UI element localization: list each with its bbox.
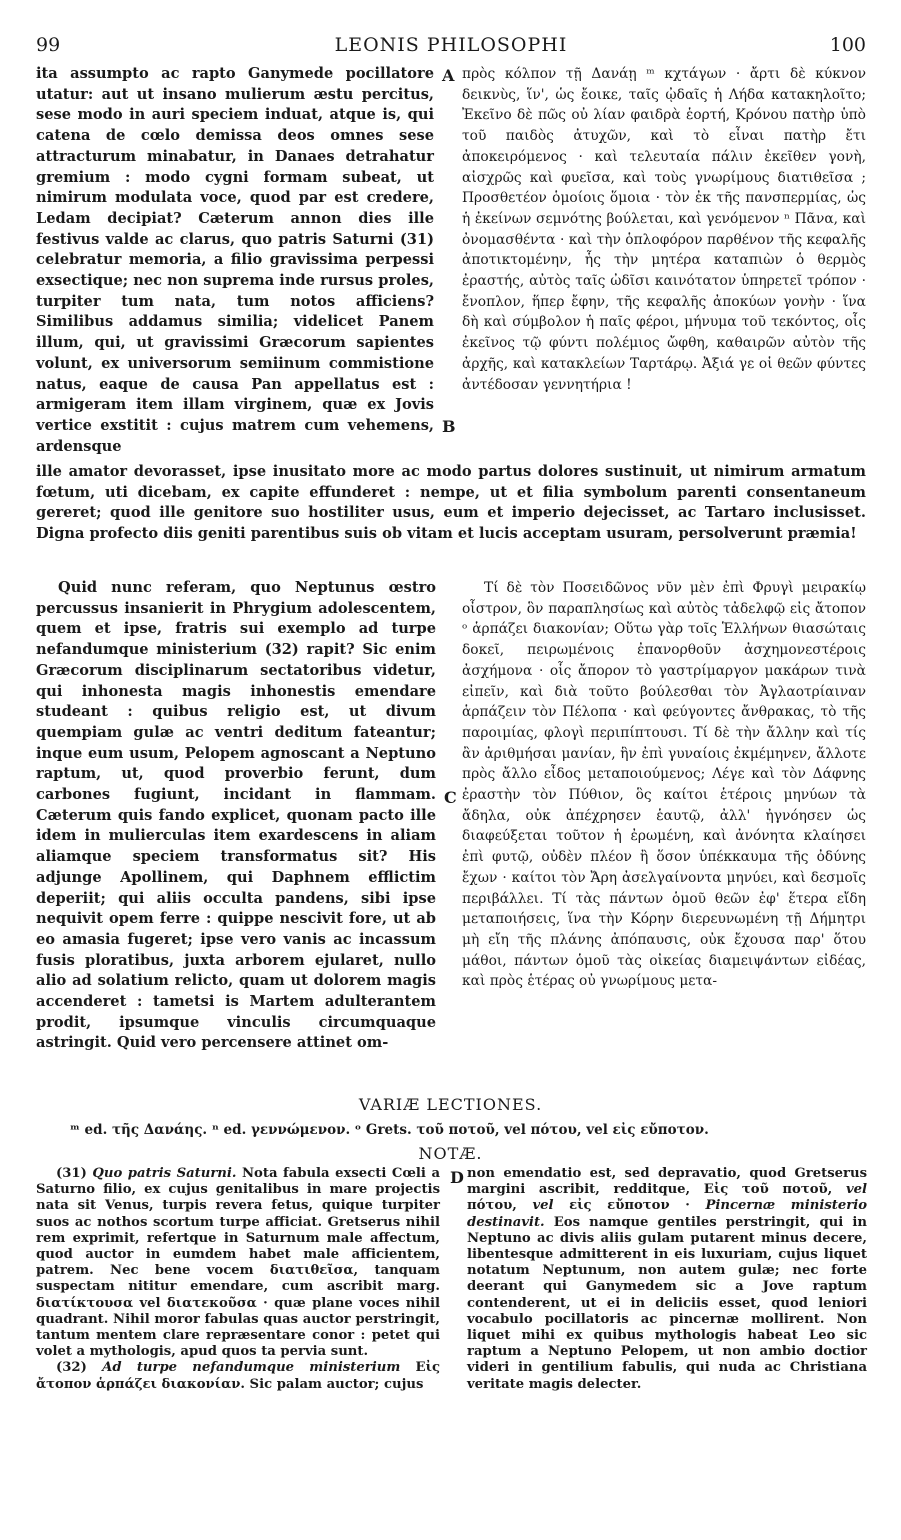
latin-column-top bbox=[36, 64, 434, 457]
margin-mark-d: D bbox=[450, 1168, 464, 1187]
full-width-text: ille amator devorasset, ipse inusitato more ac modo partus dolores sustinuit, ut nimirum armatum fœtum, uti dicebam, ex capite effunderet : nempe, ut et filia symbolum parenti consentaneum gereret; quod ille genitore suo hostiliter usus, eum et imperio dejecisset, ac Tartaro inclusisset. Digna profecto diis geniti parentibus suis ob vitam et lucis acceptam usuram, persolverunt præmia! bbox=[36, 463, 866, 543]
notae-heading: NOTÆ. bbox=[418, 1144, 483, 1163]
variae-lectiones-text: ᵐ ed. τῆς Δανάης. ⁿ ed. γεννώμενον. ᵒ Grets. τοῦ ποτοῦ, vel πότου, vel εἰς εὔποτον. bbox=[70, 1122, 709, 1138]
latin-column-middle bbox=[36, 578, 436, 1054]
greek-text-top: πρὸς κόλπον τῇ Δανάῃ ᵐ κχτάγων · ἄρτι δὲ κύκνον δεικνὺς, ἵν', ὡς ἔοικε, ταῖς ᾠδαῖς ἡ Λήδα κατακηλοῖτο; Ἐκεῖνο δὲ πῶς οὐ λίαν φαιδρὰ ἑορτή, Κρόνου πατὴρ ὑπὸ τοῦ παιδὸς ἀτυχῶν, καὶ τὸ εἶναι πατὴρ ἔτι ἀποκειρόμενος · καὶ τελευταία πάλιν ἐκεῖθεν γονὴ, αἰσχρῶς καὶ φυεῖσα, καὶ τοὺς γνωρίμους διατιθεῖσα ; Προσθετέον ὁμοίοις ὅμοια · τὸν ἐκ τῆς πανσπερμίας, ὡς ἡ ἐκείνων σεμνότης βούλεται, καὶ γενόμενον ⁿ Πᾶνα, καὶ ὀνομασθέντα · καὶ τὴν ὁπλοφόρον παρθένον τῆς κεφαλῆς ἀποτικτομένην, ἧς τὴν μητέρα καταπιὼν ὁ θερμὸς ἐραστής, αὐτὸς ταῖς ὠδῖσι καινότατον ὑπηρετεῖ τρόπον · ἔνοπλον, ἥπερ ἔφην, τῆς κεφαλῆς ἀποκύων γονὴν · ἵνα δὴ καὶ σύμβολον ἡ παῖς φέροι, μήνυμα τοῦ τεκόντος, οἷς ἐκεῖνος τῷ φύντι πολέμιος ὤφθη, καθαιρῶν αὐτὸν τῆς ἀρχῆς, καὶ κατακλείων Ταρτάρῳ. Ἀξιά γε οἱ θεῶν φύντες ἀντέδοσαν γεννητήρια ! bbox=[462, 66, 866, 393]
full-width-latin bbox=[36, 462, 866, 545]
margin-mark-c: C bbox=[444, 788, 457, 807]
note-31-lemma: Quo patris Saturni. bbox=[92, 1166, 237, 1181]
variae-lectiones-heading: VARIÆ LECTIONES. bbox=[358, 1095, 543, 1114]
running-title: LEONIS PHILOSOPHI bbox=[334, 34, 568, 56]
note-continuation-c: εἰς εὔποτον · bbox=[569, 1198, 690, 1214]
note-31-text: Nota fabula exsecti Cœli a Saturno filio, ex cujus genitalibus in mare projectis nata sit Venus, turpis revera fetus, quique turpiter suos ac nothos scortum turpe afficiat. Gretserus nihil rem exprimit, refertque in Saturnum male affectum, quod auctor in eumdem habet male afficientem, patrem. Nec bene vocem διατιθεῖσα, tanquam suspectam nititur emendare, cum ascribit marg. διατίκτουσα vel διατεκοῦσα · quæ plane voces nihil quadrant. Nihil moror fabulas quas auctor perstringit, tantum mentem clare repræsentare conor : petet qui volet a mythologis, apud quos ta pervia sunt. bbox=[36, 1166, 441, 1360]
note-lemma-pincernae: Pincernæ ministerio destinavit. bbox=[467, 1198, 868, 1230]
page-number-left: 99 bbox=[36, 34, 61, 56]
note-vel-2: vel bbox=[532, 1198, 554, 1214]
page-header bbox=[36, 34, 866, 58]
note-32-lemma: Ad turpe nefandumque ministerium bbox=[102, 1360, 401, 1376]
note-continuation-d: Eos namque gentiles perstringit, qui in Neptuno ac divis aliis gulam putarent minus decere, libentesque admitterent in eis luxuriam, cujus liquet notatum Neptunum, non autem gulæ; nec forte deerant qui Ganymedem sic a Jove raptum contenderent, ut ei in deliciis esset, quod leniori vocabulo pocillatoris ac pincernæ mollirent. Non liquet mihi ex quibus mythologis habeat Leo sic raptum a Neptuno Pelopem, ut non ambio doctior videri in gentilium fabulis, qui nuda ac Christiana veritate magis delecter. bbox=[467, 1214, 867, 1392]
note-continuation-b: πότου, bbox=[467, 1198, 517, 1214]
latin-text-middle: Quid nunc referam, quo Neptunus œstro percussus insanierit in Phrygium adolescentem, quem et ipse, fratris sui exemplo ad turpe nefandumque ministerium (32) rapit? Sic enim Græcorum disciplinarum sectatoribus videtur, qui inhonesta magis inhonestis emendare studeant : quibus religio est, ut divum quempiam gulæ ac ventri deditum fateantur; inque eum usum, Pelopem agnoscant a Neptuno raptum, ut, quod proverbio ferunt, dum carbones fugiunt, incidant in flammam. Cæterum quis fando explicet, quonam pacto ille idem in mulierculas item exardescens in aliam aliamque speciem transformatus sit? His adjunge Apollinem, qui Daphnem efflictim deperiit; qui aliis occulta pandens, sibi ipse nequivit opem ferre : quippe nescivit fore, ut ab eo amasia fugeret; ipse vero vanis ac incassum fusis ploratibus, juxta arborem ejularet, nullo alio ad solatium relicto, quam ut dolorem magis accenderet : tametsi is Martem adulterantem prodit, ipsumque vinculis circumquaque astringit. Quid vero percensere attinet om- bbox=[36, 579, 436, 1052]
note-32-continued bbox=[467, 1166, 867, 1393]
note-continuation-a: non emendatio est, sed depravatio, quod Gretserus margini ascribit, redditque, Εἰς τοῦ ποτοῦ, bbox=[467, 1166, 867, 1198]
note-32-ref: (32) bbox=[56, 1360, 87, 1376]
greek-column-top bbox=[462, 64, 866, 395]
margin-mark-b: B bbox=[442, 417, 456, 436]
notes-left-column bbox=[36, 1166, 440, 1393]
notes-right-column bbox=[467, 1166, 867, 1393]
latin-text-top: ita assumpto ac rapto Ganymede pocillatore utatur: aut ut insano mulierum æstu percitus, sese modo in auri speciem induat, atque is, qui catena de cœlo demissa deos omnes sese attracturum minabatur, in Danaes detrahatur gremium : modo cygni formam subeat, ut nimirum modulata voce, quod par est credere, Ledam decipiat? Cæterum annon dies ille festivus valde ac clarus, quo patris Saturni (31) celebratur memoria, a filio gravissima perpessi exsectique; nec non suprema inde rursus proles, turpiter tum nata, tum notos afficiens? Similibus addamus similia; videlicet Panem illum, qui, ut gravissimi Græcorum sapientes volunt, ex universorum semiinum commistione natus, eaque de causa Pan appellatus est : armigeram item illam virginem, quæ ex Jovis vertice exstitit : cujus matrem cum vehemens, ardensque bbox=[36, 65, 434, 455]
note-32 bbox=[36, 1360, 440, 1392]
note-vel-1: vel bbox=[845, 1182, 868, 1198]
note-32-text: Εἰς ἄτοπον ἁρπάζει διακονίαν. Sic palam auctor; cujus bbox=[36, 1360, 441, 1392]
page-number-right: 100 bbox=[829, 34, 866, 56]
greek-text-middle: Τί δὲ τὸν Ποσειδῶνος νῦν μὲν ἐπὶ Φρυγὶ μειρακίῳ οἶστρον, ὃν παραπλησίως καὶ αὐτὸς τἀδελφῷ εἰς ἄτοπον ᵒ ἁρπάζει διακονίαν; Οὕτω γὰρ τοῖς Ἑλλήνων θιασώταις δοκεῖ, πειρωμένοις ἐπανορθοῦν ἀσχημονεστέροις ἀσχήμονα · οἷς ἄπορον τὸ γαστρίμαργον μακάρων τινὰ εἰπεῖν, καὶ διὰ τοῦτο βούλεσθαι τὸν Ἀγλαοτρίαιναν ἁρπάζειν τὸν Πέλοπα · καὶ φεύγοντες ἄνθρακας, τὸ τῆς παροιμίας, φλογὶ περιπίπτουσι. Τί δὲ τὴν ἄλλην καὶ τίς ἂν ἀριθμήσαι μανίαν, ἣν ἐπὶ γυναίοις ἐκμέμηνεν, ἄλλοτε πρὸς ἄλλο εἶδος μεταποιούμενος; Λέγε καὶ τὸν Δάφνης ἐραστὴν τὸν Πύθιον, ὃς καίτοι ἑτέροις μηνύων τὰ ἄδηλα, οὐκ ἀπέχρησεν ἑαυτῷ, ἀλλ' ἠγνόησεν ὡς διαφεύξεται τοῦτον ἡ ἐρωμένη, καὶ ἀνόνητα κλαίησει ἐπὶ φυτῷ, οὐδὲν πλέον ἢ ὅσον ὑπέκκαυμα τῆς ὀδύνης ἔχων · καίτοι τὸν Ἄρη ἀσελγαίνοντα μηνύει, καὶ δεσμοῖς περιβάλλει. Τί τὰς πάντων ὁμοῦ θεῶν ἐφ' ἕτερα εἴδη μεταποιήσεις, ἵνα τὴν Κόρην διερευνωμένη τῇ Δήμητρι μὴ εἴη τῆς πλάνης ἀπόπαυσις, οὐκ ἔχουσα παρ' ὅτου μάθοι, πάντων ὁμοῦ τὰς οἰκείας διαμειψάντων εἰδέας, καὶ πρὸς ἑτέρας οὐ γνωρίμους μετα- bbox=[462, 580, 866, 990]
greek-column-middle bbox=[462, 578, 866, 992]
note-31-ref: (31) bbox=[56, 1166, 87, 1181]
note-31 bbox=[36, 1166, 440, 1360]
margin-mark-a: A bbox=[442, 66, 455, 85]
